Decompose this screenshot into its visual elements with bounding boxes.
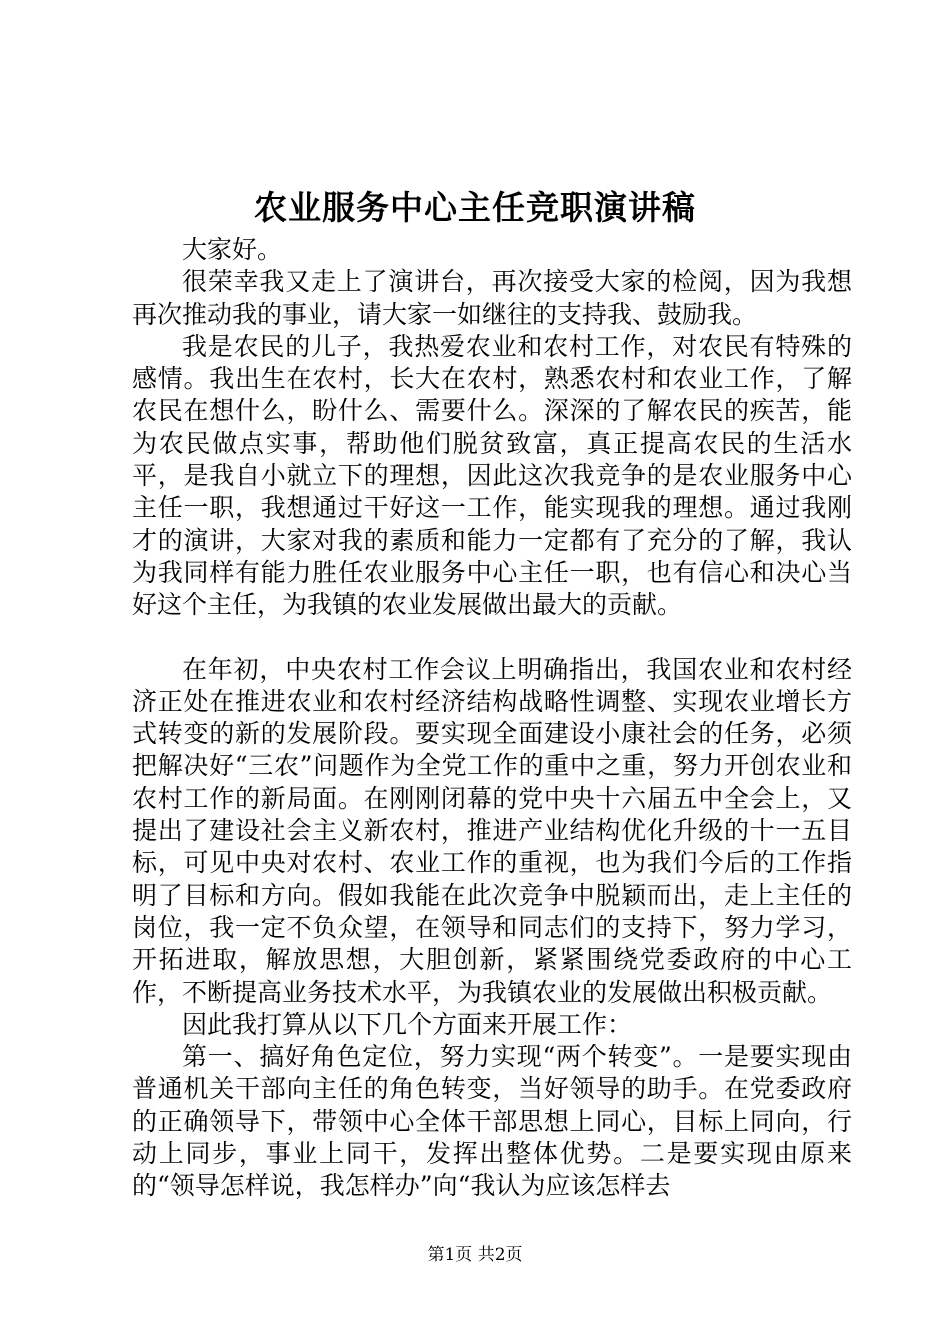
paragraph-work-plan-intro: 因此我打算从以下几个方面来开展工作：	[182, 1009, 633, 1039]
document-body	[132, 234, 852, 1203]
page-number-footer: 第1页 共2页	[427, 1245, 523, 1265]
paragraph-first-point: 第一、搞好角色定位，努力实现“两个转变”。一是要实现由普通机关干部向主任的角色转变，当好领导的助手。在党委政府的正确领导下，带领中心全体干部思想上同心，目标上同向，行动上同步，事业上同干，发挥出整体优势。二是要实现由原来的“领导怎样说，我怎样办”向“我认为应该怎样去	[132, 1042, 852, 1201]
document-title: 农业服务中心主任竞职演讲稿	[254, 188, 696, 227]
paragraph-self-introduction: 我是农民的儿子，我热爱农业和农村工作，对农民有特殊的感情。我出生在农村，长大在农村，熟悉农村和农业工作，了解农民在想什么，盼什么、需要什么。深深的了解农民的疾苦，能为农民做点实事，帮助他们脱贫致富，真正提高农民的生活水平，是我自小就立下的理想，因此这次我竞争的是农业服务中心主任一职，我想通过干好这一工作，能实现我的理想。通过我刚才的演讲，大家对我的素质和能力一定都有了充分的了解，我认为我同样有能力胜任农业服务中心主任一职，也有信心和决心当好这个主任，为我镇的农业发展做出最大的贡献。	[132, 331, 852, 620]
paragraph-policy-context: 在年初，中央农村工作会议上明确指出，我国农业和农村经济正处在推进农业和农村经济结构战略性调整、实现农业增长方式转变的新的发展阶段。要实现全面建设小康社会的任务，必须把解决好“三农”问题作为全党工作的重中之重，努力开创农业和农村工作的新局面。在刚刚闭幕的党中央十六届五中全会上，又提出了建设社会主义新农村，推进产业结构优化升级的十一五目标，可见中央对农村、农业工作的重视，也为我们今后的工作指明了目标和方向。假如我能在此次竞争中脱颖而出，走上主任的岗位，我一定不负众望，在领导和同志们的支持下，努力学习，开拓进取，解放思想，大胆创新，紧紧围绕党委政府的中心工作，不断提高业务技术水平，为我镇农业的发展做出积极贡献。	[132, 654, 852, 1007]
paragraph-opening: 很荣幸我又走上了演讲台，再次接受大家的检阅，因为我想再次推动我的事业，请大家一如继往的支持我、鼓励我。	[132, 267, 852, 329]
paragraph-greeting: 大家好。	[182, 235, 283, 264]
